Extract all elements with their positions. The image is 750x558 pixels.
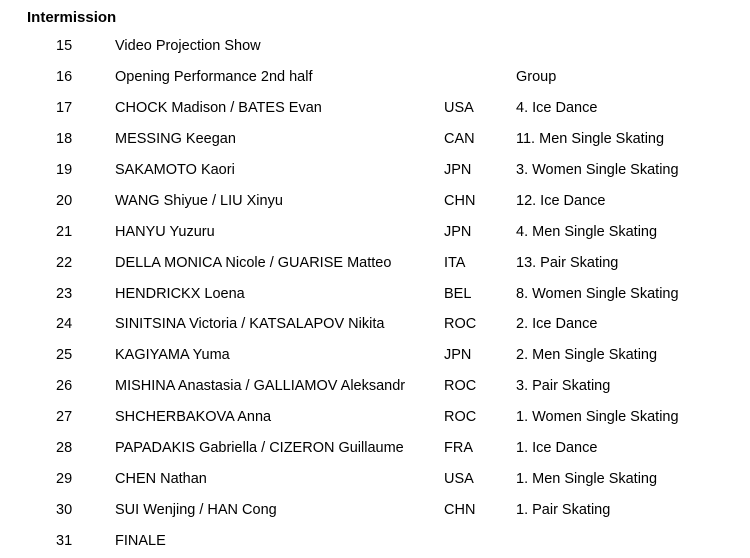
performer-name: SINITSINA Victoria / KATSALAPOV Nikita: [115, 316, 385, 333]
program-list: [0, 31, 750, 557]
category: 1. Men Single Skating: [516, 471, 658, 488]
program-number: 21: [56, 223, 73, 240]
program-number: 17: [56, 99, 73, 116]
program-number: 24: [56, 316, 73, 333]
program-row: [0, 248, 750, 279]
nation-code: ROC: [444, 409, 477, 426]
nation-code: JPN: [444, 347, 472, 364]
nation-code: ITA: [444, 254, 466, 271]
program-number: 30: [56, 502, 73, 519]
program-number: 20: [56, 192, 73, 209]
category: 1. Pair Skating: [516, 502, 611, 519]
category: 1. Women Single Skating: [516, 409, 679, 426]
performer-name: DELLA MONICA Nicole / GUARISE Matteo: [115, 254, 392, 271]
program-number: 18: [56, 130, 73, 147]
performer-name: HANYU Yuzuru: [115, 223, 215, 240]
nation-code: BEL: [444, 285, 472, 302]
performer-name: Video Projection Show: [115, 38, 261, 54]
program-row: [0, 93, 750, 124]
program-row: [0, 62, 750, 93]
nation-code: CAN: [444, 130, 475, 147]
category: 8. Women Single Skating: [516, 285, 679, 302]
program-row: [0, 31, 750, 62]
program-number: 22: [56, 254, 73, 271]
performer-name: Opening Performance 2nd half: [115, 68, 313, 85]
program-number: 25: [56, 347, 73, 364]
program-row: [0, 402, 750, 433]
program-row: [0, 279, 750, 310]
category: 4. Men Single Skating: [516, 223, 658, 240]
performer-name: HENDRICKX Loena: [115, 285, 245, 302]
nation-code: USA: [444, 471, 474, 488]
nation-code: CHN: [444, 502, 476, 519]
program-row: [0, 124, 750, 155]
performer-name: MESSING Keegan: [115, 130, 236, 147]
program-number: 26: [56, 378, 73, 395]
nation-code: JPN: [444, 223, 472, 240]
program-row: [0, 433, 750, 464]
nation-code: ROC: [444, 378, 477, 395]
section-heading: Intermission: [27, 9, 117, 26]
category: 2. Ice Dance: [516, 316, 598, 333]
performer-name: PAPADAKIS Gabriella / CIZERON Guillaume: [115, 440, 404, 457]
performer-name: FINALE: [115, 533, 166, 549]
nation-code: FRA: [444, 440, 473, 457]
nation-code: JPN: [444, 161, 472, 178]
category: 3. Women Single Skating: [516, 161, 679, 178]
performer-name: WANG Shiyue / LIU Xinyu: [115, 192, 283, 209]
program-row: [0, 526, 750, 557]
program-number: 16: [56, 68, 73, 85]
category: 11. Men Single Skating: [516, 130, 665, 147]
nation-code: CHN: [444, 192, 476, 209]
program-number: 23: [56, 285, 73, 302]
program-row: [0, 464, 750, 495]
performer-name: CHEN Nathan: [115, 471, 207, 488]
performer-name: SAKAMOTO Kaori: [115, 161, 235, 178]
program-row: [0, 186, 750, 217]
program-row: [0, 495, 750, 526]
category: 1. Ice Dance: [516, 440, 598, 457]
program-row: [0, 309, 750, 340]
category: 2. Men Single Skating: [516, 347, 658, 364]
category: Group: [516, 68, 557, 85]
performer-name: SHCHERBAKOVA Anna: [115, 409, 272, 426]
program-row: [0, 371, 750, 402]
performer-name: SUI Wenjing / HAN Cong: [115, 502, 277, 519]
program-row: [0, 340, 750, 371]
performer-name: CHOCK Madison / BATES Evan: [115, 99, 322, 116]
performer-name: KAGIYAMA Yuma: [115, 347, 230, 364]
nation-code: USA: [444, 99, 474, 116]
category: 4. Ice Dance: [516, 99, 598, 116]
performer-name: MISHINA Anastasia / GALLIAMOV Aleksandr: [115, 378, 406, 395]
category: 12. Ice Dance: [516, 192, 606, 209]
category: 13. Pair Skating: [516, 254, 619, 271]
program-number: 19: [56, 161, 73, 178]
program-row: [0, 217, 750, 248]
category: 3. Pair Skating: [516, 378, 611, 395]
program-number: 27: [56, 409, 73, 426]
nation-code: ROC: [444, 316, 477, 333]
program-number: 29: [56, 471, 73, 488]
program-number: 31: [56, 533, 73, 549]
program-number: 28: [56, 440, 73, 457]
program-row: [0, 155, 750, 186]
program-number: 15: [56, 38, 73, 54]
